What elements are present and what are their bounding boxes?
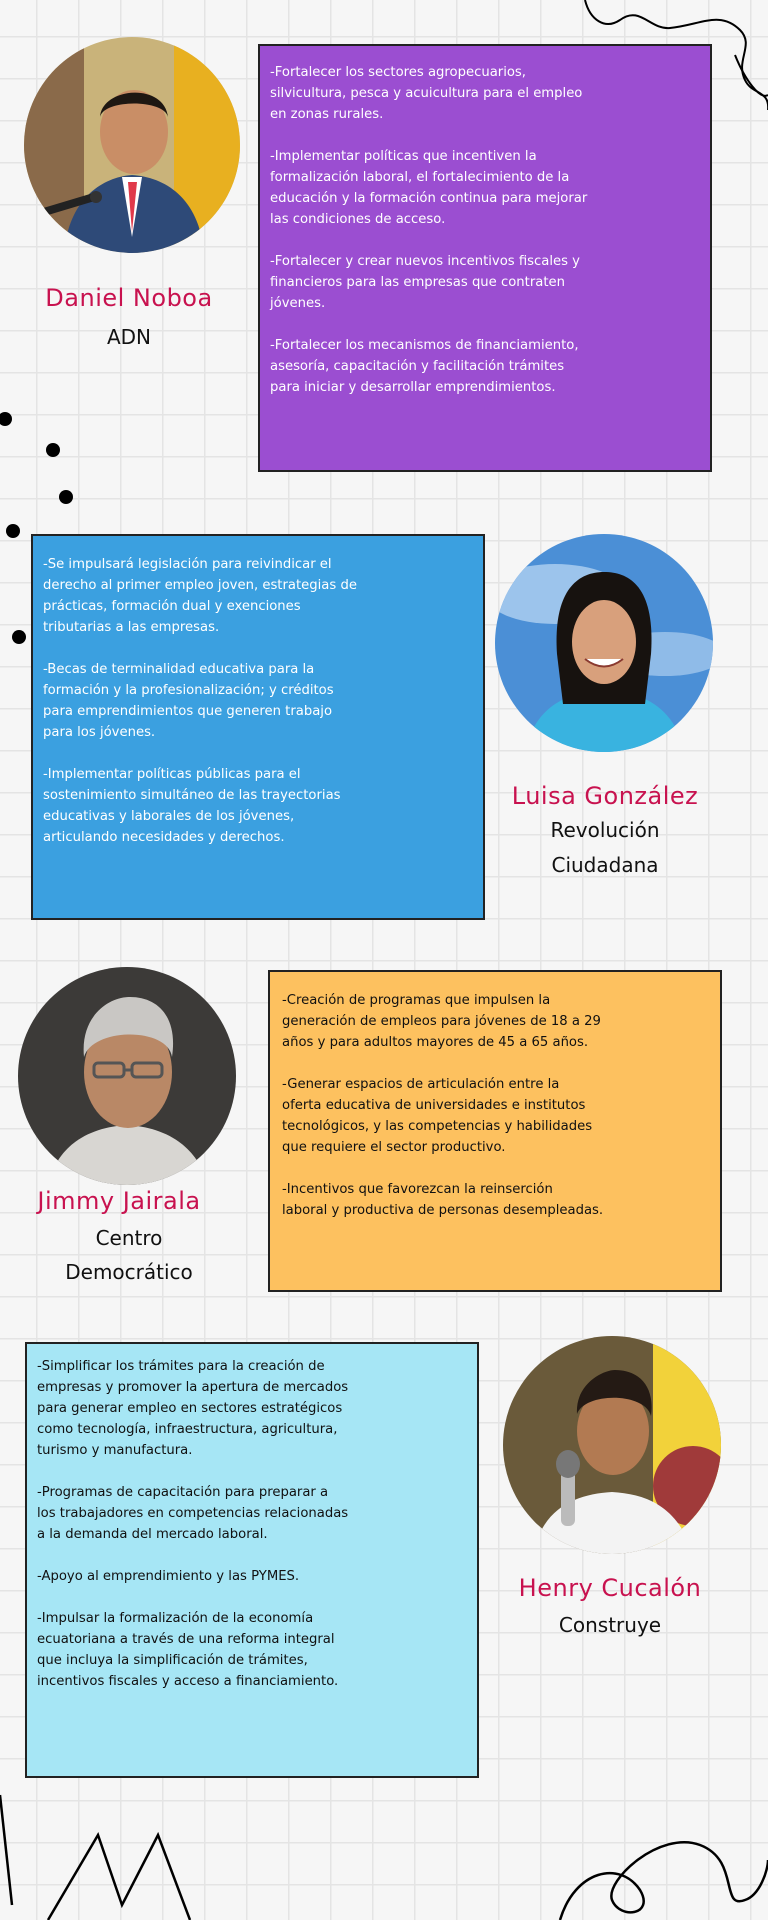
proposal-item: -Fortalecer los mecanismos de financiamiento, asesoría, capacitación y facilitación trámites para iniciar y desarrollar emprendimientos. bbox=[270, 338, 579, 395]
portrait-image bbox=[503, 1336, 721, 1554]
portrait-image bbox=[24, 37, 240, 253]
candidate-photo bbox=[495, 534, 713, 752]
candidate-name: Henry Cucalón bbox=[518, 1574, 702, 1602]
proposal-item: -Incentivos que favorezcan la reinserción laboral y productiva de personas desempleadas. bbox=[282, 1182, 604, 1218]
proposal-item: -Implementar políticas que incentiven la formalización laboral, el fortalecimiento de la educación y la formación continua para mejorar las condiciones de acceso. bbox=[270, 149, 588, 227]
proposal-item: -Apoyo al emprendimiento y las PYMES. bbox=[37, 1569, 300, 1584]
proposal-item: -Implementar políticas públicas para el sostenimiento simultáneo de las trayectorias educativas y laborales de los jóvenes, articulando necesidades y derechos. bbox=[43, 767, 341, 845]
decorative-dot bbox=[59, 490, 73, 504]
proposal-item: -Becas de terminalidad educativa para la formación y la profesionalización; y créditos para emprendimientos que generen trabajo para los jóvenes. bbox=[43, 662, 334, 740]
proposals-box bbox=[31, 534, 485, 920]
candidate-party: ADN bbox=[106, 325, 152, 349]
proposal-item: -Fortalecer los sectores agropecuarios, silvicultura, pesca y acuicultura para el empleo en zonas rurales. bbox=[270, 65, 583, 122]
candidate-party: Construye bbox=[558, 1613, 662, 1637]
candidate-photo bbox=[503, 1336, 721, 1554]
candidate-party: Democrático bbox=[65, 1260, 193, 1284]
decorative-dot bbox=[6, 524, 20, 538]
proposal-item: -Programas de capacitación para preparar a los trabajadores en competencias relacionadas a la demanda del mercado laboral. bbox=[37, 1485, 349, 1542]
proposal-item: -Simplificar los trámites para la creación de empresas y promover la apertura de mercados para generar empleo en sectores estratégicos como tecnología, infraestructura, agricultura, turismo y manufactura. bbox=[37, 1359, 349, 1458]
candidate-name: Luisa González bbox=[511, 782, 699, 810]
proposals-box bbox=[268, 970, 722, 1292]
decorative-dot bbox=[0, 412, 12, 426]
proposal-item: -Creación de programas que impulsen la generación de empleos para jóvenes de 18 a 29 años y para adultos mayores de 45 a 65 años. bbox=[282, 993, 601, 1050]
candidate-party: Revolución bbox=[550, 818, 660, 842]
candidate-name: Jimmy Jairala bbox=[37, 1187, 201, 1215]
decorative-dot bbox=[46, 443, 60, 457]
portrait-image bbox=[495, 534, 713, 752]
proposals-box bbox=[25, 1342, 479, 1778]
candidate-party: Centro bbox=[95, 1226, 163, 1250]
portrait-image bbox=[18, 967, 236, 1185]
proposal-item: -Fortalecer y crear nuevos incentivos fiscales y financieros para las empresas que contraten jóvenes. bbox=[270, 254, 580, 311]
proposals-box bbox=[258, 44, 712, 472]
candidate-party: Ciudadana bbox=[551, 853, 659, 877]
candidate-photo bbox=[18, 967, 236, 1185]
proposal-item: -Generar espacios de articulación entre la oferta educativa de universidades e institutos tecnológicos, y las competencias y habilidades que requiere el sector productivo. bbox=[282, 1077, 593, 1155]
proposal-item: -Impulsar la formalización de la economía ecuatoriana a través de una reforma integral que incluya la simplificación de trámites, incentivos fiscales y acceso a financiamiento. bbox=[37, 1611, 339, 1689]
candidate-name: Daniel Noboa bbox=[45, 284, 213, 312]
proposal-item: -Se impulsará legislación para reivindicar el derecho al primer empleo joven, estrategias de prácticas, formación dual y exenciones tributarias a las empresas. bbox=[43, 557, 357, 635]
candidate-photo bbox=[24, 37, 240, 253]
decorative-dot bbox=[12, 630, 26, 644]
